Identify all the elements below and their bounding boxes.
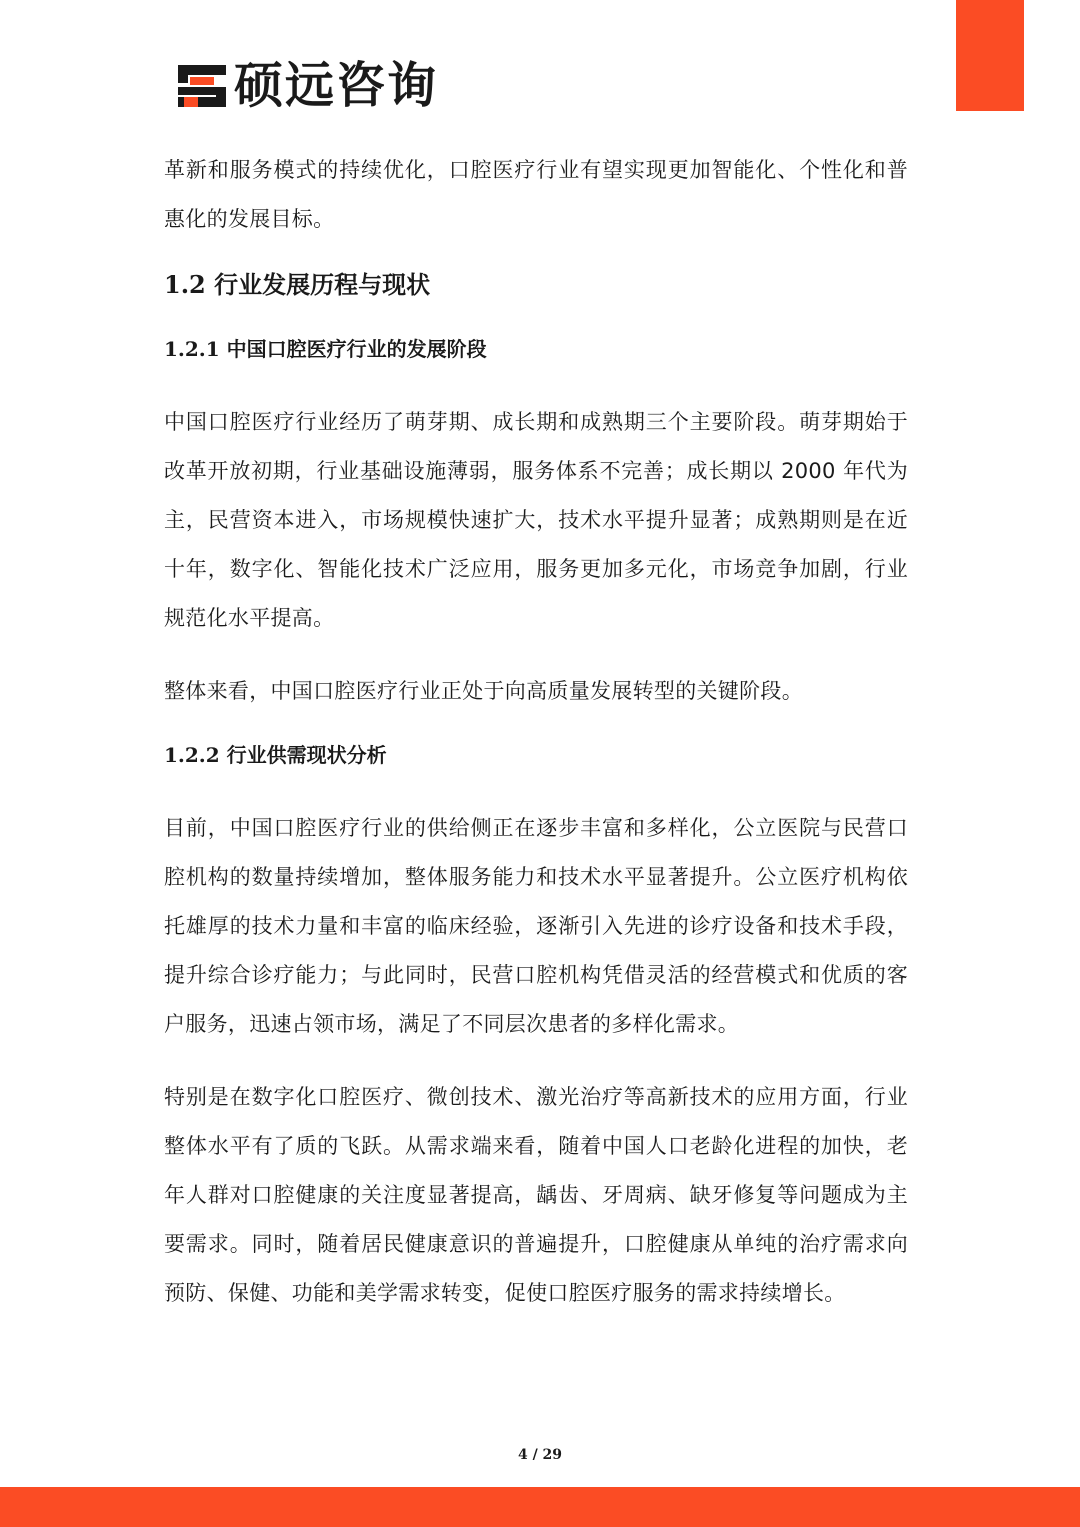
- paragraph-development-stages: 中国口腔医疗行业经历了萌芽期、成长期和成熟期三个主要阶段。萌芽期始于改革开放初期，行业基础设施薄弱，服务体系不完善；成长期以 2000 年代为主，民营资本进入，市场规模快速扩大，技术水平提升显著；成熟期则是在近十年，数字化、智能化技术广泛应用，服务更加多元化，市场竞争加剧，行业规范化水平提高。: [164, 410, 908, 630]
- intro-paragraph: 革新和服务模式的持续优化，口腔医疗行业有望实现更加智能化、个性化和普惠化的发展目标。: [164, 158, 908, 231]
- document-body: [164, 146, 908, 1342]
- corner-accent-tab: [956, 0, 1024, 111]
- paragraph-overall-view: 整体来看，中国口腔医疗行业正处于向高质量发展转型的关键阶段。: [164, 679, 803, 703]
- page-number: 4 / 29: [517, 1447, 563, 1463]
- company-logo: [176, 58, 438, 114]
- paragraph-supply-side: 目前，中国口腔医疗行业的供给侧正在逐步丰富和多样化，公立医院与民营口腔机构的数量持续增加，整体服务能力和技术水平显著提升。公立医疗机构依托雄厚的技术力量和丰富的临床经验，逐渐引入先进的诊疗设备和技术手段，提升综合诊疗能力；与此同时，民营口腔机构凭借灵活的经营模式和优质的客户服务，迅速占领市场，满足了不同层次患者的多样化需求。: [164, 816, 908, 1036]
- logo-mark-icon: [176, 61, 228, 111]
- section-heading-1-2: 1.2 行业发展历程与现状: [164, 270, 431, 299]
- paragraph-demand-side: 特别是在数字化口腔医疗、微创技术、激光治疗等高新技术的应用方面，行业整体水平有了质的飞跃。从需求端来看，随着中国人口老龄化进程的加快，老年人群对口腔健康的关注度显著提高，龋齿、牙周病、缺牙修复等问题成为主要需求。同时，随着居民健康意识的普遍提升，口腔健康从单纯的治疗需求向预防、保健、功能和美学需求转变，促使口腔医疗服务的需求持续增长。: [164, 1085, 908, 1305]
- subsection-heading-1-2-2: 1.2.2 行业供需现状分析: [164, 743, 387, 767]
- footer-accent-bar: [0, 1487, 1080, 1527]
- logo-wordmark: 硕远咨询: [234, 57, 439, 114]
- subsection-heading-1-2-1: 1.2.1 中国口腔医疗行业的发展阶段: [164, 337, 487, 361]
